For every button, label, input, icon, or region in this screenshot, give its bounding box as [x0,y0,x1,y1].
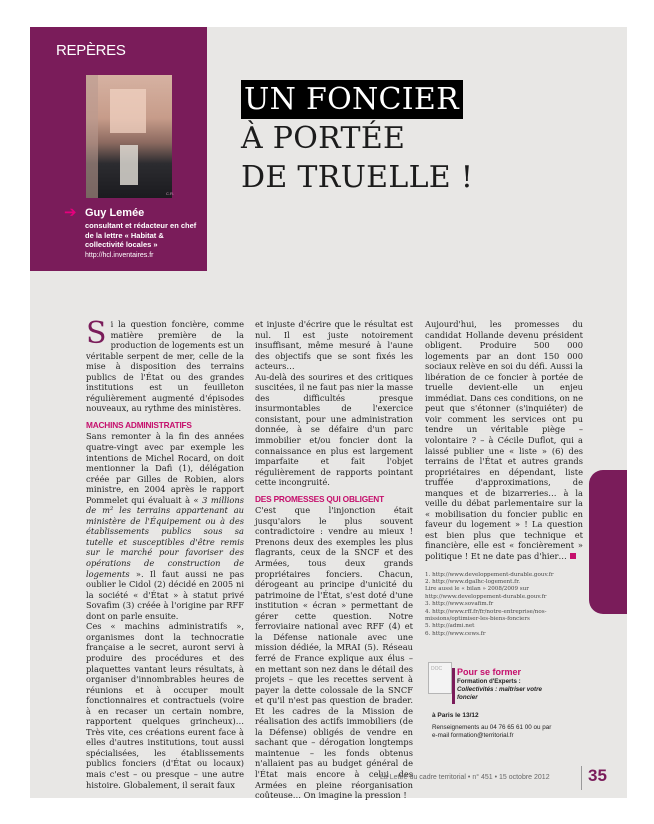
subheading-machins: MACHINS ADMINISTRATIFS [86,419,192,430]
author-url[interactable]: http://hcl.inventaires.fr [85,252,154,259]
headline-line-3: DE TRUELLE ! [241,160,474,195]
promo-subtitle: Formation d'Experts : Collectivités : maîtriser votre foncier [457,678,542,701]
article-column-1 [86,316,245,790]
document-icon: DOC [428,662,452,694]
page-number: 35 [588,766,607,785]
article-column-3 [425,319,583,638]
photo-credit: C.R. [166,191,174,196]
footnote: missions/optimiser-les-biens-fonciers [425,616,530,623]
end-mark-icon [570,553,576,559]
dropcap: S [86,316,107,351]
footnote[interactable]: 1. http://www.developpement-durable.gouv.fr [425,571,554,578]
footnote[interactable]: http://www.developpement-durable.gouv.fr [425,593,547,600]
author-role: consultant et rédacteur en chef de la lettre « Habitat & collectivité locales » [85,221,197,249]
footnote: Lire aussi le « bilan » 2008/2009 sur [425,586,529,593]
footnotes [425,572,583,639]
promo-title: Pour se former [457,667,522,677]
article-column-2 [255,319,413,801]
arrow-right-icon: ➔ [64,203,77,221]
headline-line-2: À PORTÉE [241,121,406,156]
paragraph: Aujourd'hui, les promesses du candidat Hollande devenu président obligent. Produire 500 000 logements par an dont 150 000 sociaux relève en soi du défi. Aussi la libération de ce foncier à portée de truelle devient-elle un enjeu immédiat. Dans ces conditions, on ne peut que s'étonner (s'inquiéter) de voir comment les services ont pu tendre un véritable piège – volontaire ? – à Cécile Duflot, qui a laissé publier une « liste » (6) des terrains de l'État et autres grands propriétaires en dépendant, liste truffée d'approximations, de manques et de bizarreries… à la veille du débat parlementaire sur la « mobilisation du foncier public en faveur du logement » ! La question est bien plus que technique et financière, elle est « foncièrement » politique ! Et ne date pas d'hier… [425,319,583,562]
author-name: Guy Lemée [85,207,145,219]
reperes-title: REPÈRES [56,42,126,59]
footnote[interactable]: 5. http://admi.net [425,623,475,630]
side-tab [589,470,627,614]
training-promo [428,662,552,746]
paragraph: Ces « machins administratifs », organismes dont la technocratie française a le secret, auront servi à produire des procédures et des plaquettes vantant leurs résultats, à organiser d'innombrables heures de réunions et à occuper moult fonctionnaires et contractuels (voire à en recaser un certain nombre, rapportent quelques grincheux)… Très vite, ces créations eurent face à elles d'autres institutions, tout aussi spécialisées, les établissements publics fonciers (d'État ou locaux) mais c'est – ou presque – une autre histoire. Globalement, il serait faux [86,621,244,790]
footnote[interactable]: 6. http://www.cews.fr [425,630,486,637]
author-photo [86,75,172,198]
footnote[interactable]: 4. http://www.rff.fr/fr/notre-entreprise/nos- [425,608,547,615]
footer-text: La Lettre du cadre territorial • n° 451 • 15 octobre 2012 [380,774,550,781]
subheading-promesses: DES PROMESSES QUI OBLIGENT [255,493,384,504]
footnote[interactable]: 2. http://www.dgalhc-logement.fr. [425,578,521,585]
paragraph: et injuste d'écrire que le résultat est nul. Il est juste notoirement insuffisant, même mesuré à l'aune des objectifs que se sont fixés les acteurs… [255,319,413,372]
promo-accent-bar [452,668,455,704]
headline [241,80,473,197]
promo-info[interactable]: Renseignements au 04 76 65 61 00 ou par e-mail formation@territorial.fr [432,724,552,739]
footnote[interactable]: 3. http://www.sovafim.fr [425,601,494,608]
paragraph: Au-delà des sourires et des critiques suscitées, il ne faut pas nier la masse des difficultés presque insurmontables de l'exercice consistant, pour une administration donnée, à se défaire d'un parc immobilier et/ou foncier dont la connaissance en plus est largement imparfaite et fait l'objet régulièrement de rapports pointant cette incongruité. [255,371,413,488]
promo-place: à Paris le 13/12 [432,712,479,719]
headline-line-1: UN FONCIER [241,80,463,119]
paragraph: C'est que l'injonction était jusqu'alors le plus souvent contradictoire : vendre au mieux ! Prenons deux des exemples les plus flagrants, ceux de la SNCF et des Armées, tous deux grands propriétaires fonciers. Chacun, dérogeant au principe d'unicité du patrimoine de l'État, s'est doté d'une institution « écran » permettant de gérer cette question. Notre ferroviaire national avec RFF (4) et la Défense nationale avec une mission dédiée, la MRAI (5). Réseau ferré de France explique aux élus – en mettant son nez dans le détail des projets – que les recettes servent à payer la dette colossale de la SNCF et qu'il n'est pas question de brader. Et les cadres de la Mission de réalisation des actifs immobiliers (de la Défense) obligés de vendre en sachant que – dérogation longtemps maintenue – les fonds obtenus n'allaient pas au budget général de l'État mais encore à celui des Armées en pleine réorganisation coûteuse… On imagine la pression ! [255,505,413,801]
paragraph: Sans remonter à la fin des années quatre-vingt avec par exemple les intentions de Michel Rocard, on doit mentionner la Dafi (1), délégation créée par Gilles de Robien, alors ministre, en 2004 après le rapport Pommelet qui évaluait à « 3 millions de m² les terrains appartenant au ministère de l'Équipement ou à des établissements publics sous sa tutelle et susceptibles d'être remis sur le marché pour favoriser des opérations de construction de logements ». Il faut aussi ne pas oublier le Cidol (2) décidé en 2005 ni la société « d'État » à statut privé Sovafim (3) créée à l'origine par RFF dont on parle ensuite. [86,431,245,621]
footer-divider [581,766,582,790]
intro-paragraph: Si la question foncière, comme matière première de la production de logements est un véritable serpent de mer, celle de la mise à disposition des terrains publics de l'État ou des grandes institutions est un feuilleton régulièrement augmenté d'épisodes nouveaux, au rythme des ministères. [86,316,245,414]
